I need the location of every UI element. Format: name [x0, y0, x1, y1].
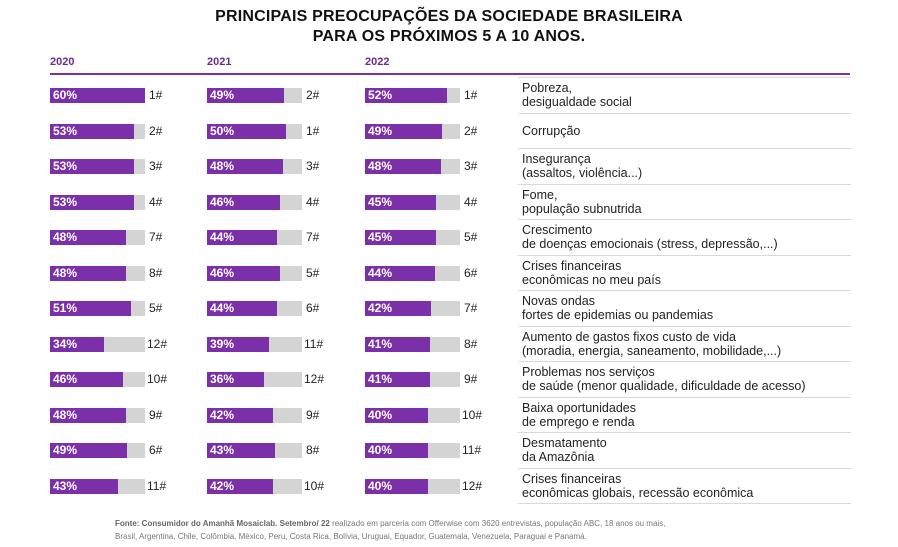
concern-label [522, 401, 862, 429]
source-rest: realizado em parceria com Offerwise com 3620 entrevistas, população ABC, 18 anos ou mais, [329, 519, 666, 528]
concern-line: Problemas nos serviços [522, 365, 655, 379]
chart-title-line-2: PARA OS PRÓXIMOS 5 A 10 ANOS. [312, 28, 586, 45]
bar-value-label: 52% [368, 88, 393, 102]
bar-value-label: 41% [368, 336, 393, 351]
rank-label: 10# [147, 372, 168, 386]
bar-value-label: 44% [210, 301, 235, 315]
bar-value-label: 40% [368, 407, 393, 422]
concern-line: Baixa oportunidades [522, 400, 636, 415]
concern-line: Pobreza, [522, 81, 573, 95]
concern-label [522, 294, 862, 322]
chart-title-line-1: PRINCIPAIS PREOCUPAÇÕES DA SOCIEDADE BRASILEIRA [215, 8, 683, 25]
concern-line: desigualdade social [522, 95, 632, 109]
rank-label: 4# [464, 194, 478, 209]
row-separator [518, 468, 851, 469]
concern-line: Novas ondas [522, 294, 595, 308]
rank-label: 2# [306, 88, 320, 102]
bar-value-label: 39% [210, 336, 235, 351]
concern-line: Corrupção [522, 123, 581, 138]
rank-label: 11# [147, 478, 167, 493]
bar-value-label: 41% [368, 372, 393, 386]
source-note [115, 518, 815, 529]
bar-value-label: 48% [53, 265, 78, 280]
concern-line: da Amazônia [522, 450, 595, 464]
rank-label: 4# [306, 194, 320, 209]
bar-value-label: 45% [368, 230, 393, 244]
concern-line: (assaltos, violência...) [522, 166, 643, 180]
row-separator [518, 290, 851, 291]
concern-line: população subnutrida [522, 201, 642, 216]
concern-line: Insegurança [522, 152, 591, 166]
bar-value-label: 46% [210, 265, 235, 280]
bar-value-label: 48% [53, 407, 78, 422]
bar-value-label: 36% [210, 372, 235, 386]
bar-value-label: 43% [53, 478, 78, 493]
concern-label [522, 436, 862, 464]
rank-label: 11# [462, 443, 482, 457]
year-header-2021: 2021 [207, 56, 232, 68]
rank-label: 6# [149, 443, 163, 457]
rank-label: 10# [304, 478, 325, 493]
concern-label [522, 124, 862, 138]
rank-label: 12# [304, 372, 325, 386]
row-separator [518, 432, 851, 433]
rank-label: 4# [149, 194, 163, 209]
concern-line: de saúde (menor qualidade, dificuldade de acesso) [522, 379, 806, 393]
bar-value-label: 53% [53, 159, 78, 173]
rank-label: 3# [149, 159, 163, 173]
bar-value-label: 60% [53, 88, 78, 102]
bar-value-label: 46% [210, 194, 235, 209]
row-separator [518, 361, 851, 362]
bar-value-label: 40% [368, 478, 393, 493]
rank-label: 10# [462, 407, 483, 422]
concern-line: Fome, [522, 187, 558, 202]
rank-label: 12# [147, 336, 168, 351]
rank-label: 3# [306, 159, 320, 173]
concern-line: fortes de epidemias ou pandemias [522, 308, 714, 322]
bar-value-label: 42% [368, 301, 393, 315]
concern-line: Aumento de gastos fixos custo de vida [522, 329, 737, 344]
concern-line: (moradia, energia, saneamento, mobilidade,...) [522, 343, 782, 358]
bar-value-label: 45% [368, 194, 393, 209]
rank-label: 1# [464, 88, 478, 102]
row-separator [518, 397, 851, 398]
row-separator [518, 184, 851, 185]
concern-label [522, 365, 862, 393]
rank-label: 5# [149, 301, 163, 315]
bar-value-label: 48% [368, 159, 393, 173]
bar-value-label: 40% [368, 443, 393, 457]
bar-value-label: 53% [53, 194, 78, 209]
rank-label: 5# [464, 230, 478, 244]
rank-label: 7# [306, 230, 320, 244]
concern-label [522, 472, 862, 500]
rank-label: 9# [149, 407, 163, 422]
year-header-underline [50, 73, 850, 75]
rank-label: 8# [464, 336, 478, 351]
concern-line: econômicas globais, recessão econômica [522, 485, 754, 500]
bar-value-label: 34% [53, 336, 78, 351]
concern-line: econômicas no meu país [522, 272, 661, 287]
source-bold: Fonte: Consumidor do Amanhã Mosaiclab. Setembro/ 22 [115, 519, 330, 528]
rank-label: 12# [462, 478, 483, 493]
bar-value-label: 49% [53, 443, 78, 457]
row-separator [518, 326, 851, 327]
bar-value-label: 43% [210, 443, 235, 457]
rank-label: 8# [306, 443, 320, 457]
concern-label [522, 259, 862, 287]
rank-label: 1# [306, 123, 320, 138]
rank-label: 3# [464, 159, 478, 173]
bar-value-label: 49% [210, 88, 235, 102]
rank-label: 6# [464, 265, 478, 280]
row-separator [518, 219, 851, 220]
bar-value-label: 48% [53, 230, 78, 244]
concern-label [522, 81, 862, 109]
rank-label: 9# [306, 407, 320, 422]
rank-label: 8# [149, 265, 163, 280]
bar-value-label: 46% [53, 372, 78, 386]
row-separator [518, 77, 851, 78]
rank-label: 5# [306, 265, 320, 280]
bar-value-label: 42% [210, 478, 235, 493]
concern-label [522, 223, 862, 251]
bar-value-label: 44% [368, 265, 393, 280]
concern-label [522, 152, 862, 180]
bar-value-label: 51% [53, 301, 78, 315]
concern-label [522, 330, 862, 358]
rank-label: 6# [306, 301, 320, 315]
source-countries: Brasil, Argentina, Chile, Colômbia, México, Peru, Costa Rica, Bolívia, Uruguai, Equador, Guatemala, Venezuela, Paraguai e Panamá. [115, 532, 587, 541]
year-header-2020: 2020 [50, 56, 75, 68]
concern-line: de doenças emocionais (stress, depressão,...) [522, 237, 778, 251]
rank-label: 7# [149, 230, 163, 244]
rank-label: 9# [464, 372, 478, 386]
bar-value-label: 49% [368, 123, 393, 138]
concern-line: Crises financeiras [522, 471, 622, 486]
row-separator [518, 255, 851, 256]
concern-line: Crises financeiras [522, 258, 622, 273]
bar-value-label: 48% [210, 159, 235, 173]
row-separator [518, 148, 851, 149]
rank-label: 2# [149, 123, 163, 138]
concern-label [522, 188, 862, 216]
bar-value-label: 50% [210, 123, 235, 138]
year-header-2022: 2022 [365, 56, 390, 68]
row-separator [518, 113, 851, 114]
concern-line: Crescimento [522, 223, 593, 237]
row-separator [518, 503, 851, 504]
concern-line: de emprego e renda [522, 414, 635, 429]
bar-value-label: 53% [53, 123, 78, 138]
bar-value-label: 44% [210, 230, 235, 244]
rank-label: 1# [149, 88, 163, 102]
bar-value-label: 42% [210, 407, 235, 422]
rank-label: 11# [304, 336, 324, 351]
concern-line: Desmatamento [522, 436, 607, 450]
rank-label: 7# [464, 301, 478, 315]
rank-label: 2# [464, 123, 478, 138]
